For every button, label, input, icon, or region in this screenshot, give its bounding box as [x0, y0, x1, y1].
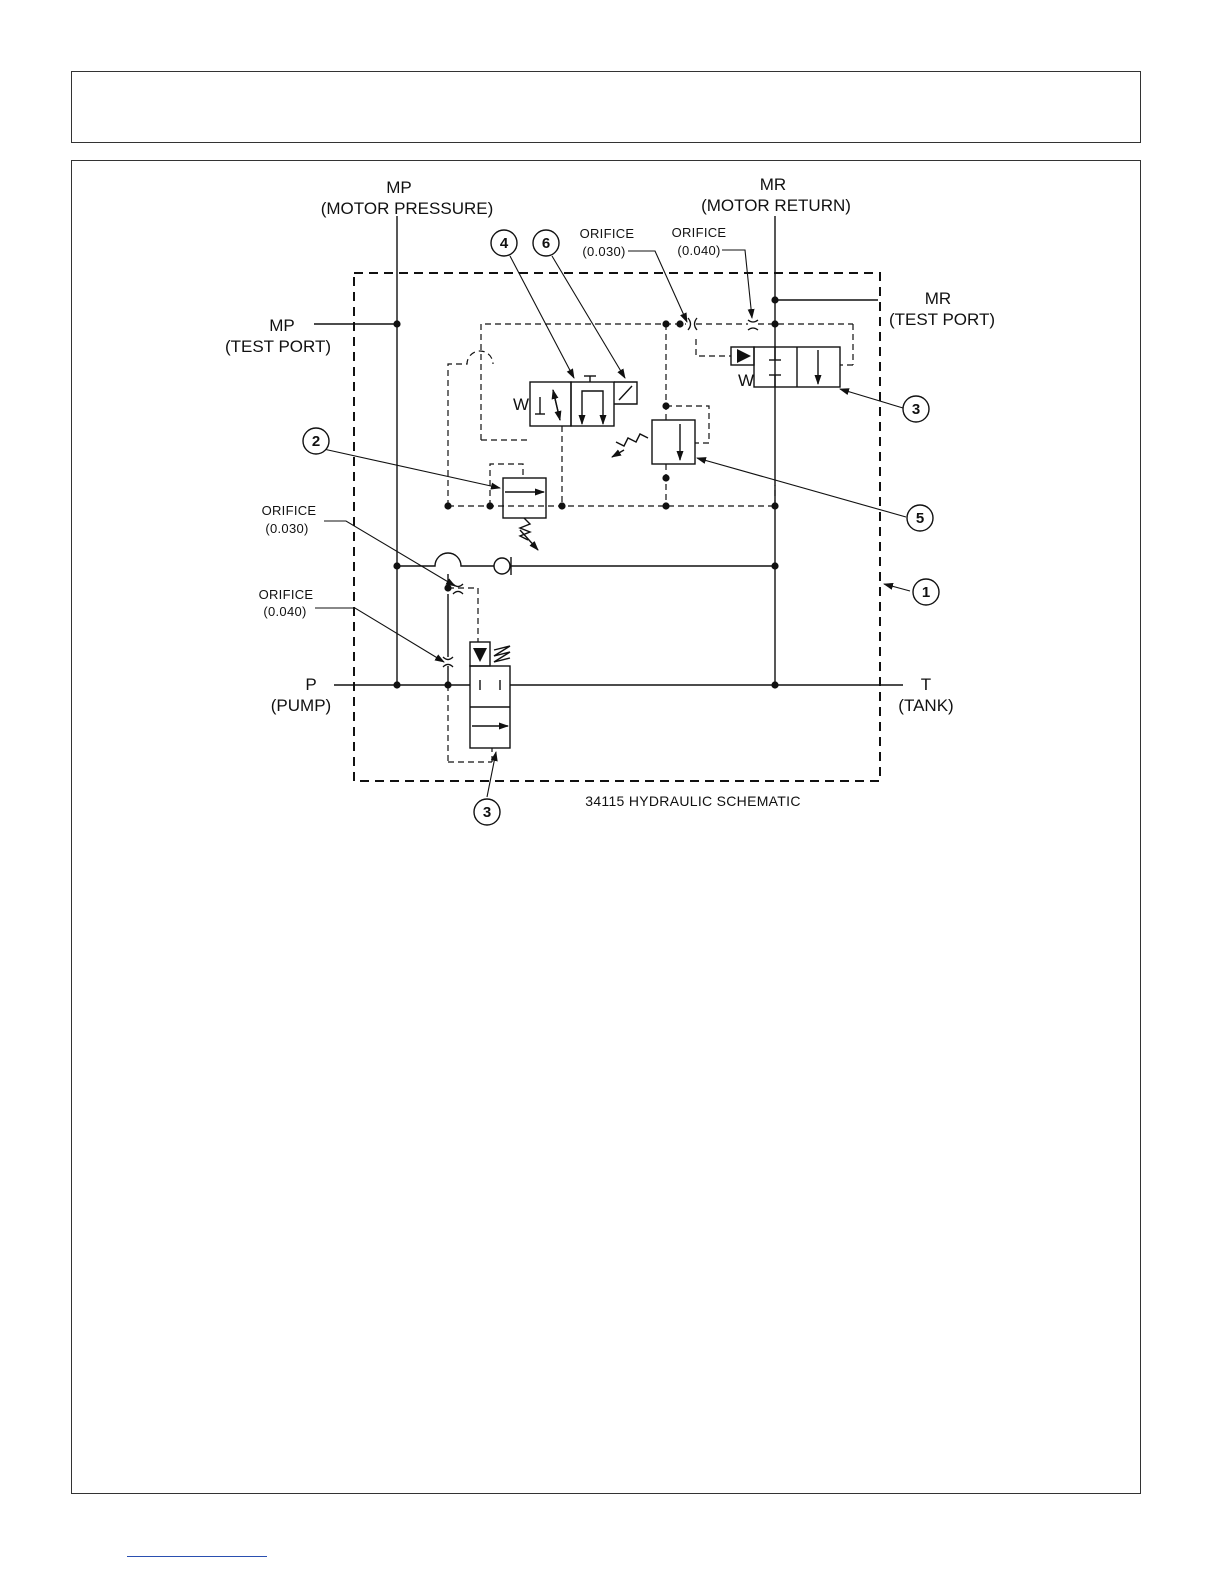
- schematic-caption: 34115 HYDRAULIC SCHEMATIC: [585, 793, 801, 809]
- mr-test-label: MR: [924, 289, 952, 308]
- callout-circles: [303, 230, 939, 825]
- pump-sub-label: (PUMP): [270, 696, 332, 715]
- mr-test-sub-label: (TEST PORT): [888, 310, 996, 329]
- orifice-low-left-label: ORIFICE: [258, 587, 314, 602]
- callout-6: 6: [541, 235, 551, 252]
- mp-test-label: MP: [269, 316, 295, 335]
- orifice-top-right-size: (0.040): [677, 243, 721, 258]
- main-lines: [311, 216, 903, 685]
- mr-sub-label: (MOTOR RETURN): [701, 196, 851, 215]
- tank-label: T: [920, 675, 932, 694]
- valve-3-bottom: [470, 642, 510, 748]
- callout-1: 1: [921, 584, 931, 601]
- orifice-top-left-size: (0.030): [582, 244, 626, 259]
- pump-label: P: [305, 675, 317, 694]
- valve4-spring-symbol: W: [513, 395, 530, 414]
- footer-link-underline[interactable]: [127, 1556, 267, 1557]
- mr-label: MR: [759, 175, 787, 194]
- tank-sub-label: (TANK): [898, 696, 954, 715]
- relief-valve-5: [612, 420, 695, 464]
- callout-3-top: 3: [911, 401, 921, 418]
- callout-4: 4: [499, 235, 509, 252]
- callout-3-bottom: 3: [482, 804, 492, 821]
- mp-label: MP: [386, 178, 412, 197]
- orifice-low-left-size: (0.040): [263, 604, 307, 619]
- valve-block-boundary: [354, 273, 880, 781]
- check-valve: [494, 558, 510, 574]
- callout-5: 5: [915, 510, 925, 527]
- orifice-top-left-label: ORIFICE: [579, 226, 635, 241]
- leader-lines: [315, 250, 910, 797]
- mp-test-sub-label: (TEST PORT): [224, 337, 332, 356]
- mp-sub-label: (MOTOR PRESSURE): [320, 199, 494, 218]
- callout-2: 2: [311, 433, 321, 450]
- solenoid-valve: [530, 376, 637, 426]
- pilot-lines: [448, 324, 853, 762]
- orifice-mid-left-size: (0.030): [265, 521, 309, 536]
- orifice-top-right-label: ORIFICE: [671, 225, 727, 240]
- orifice-mid-left-label: ORIFICE: [261, 503, 317, 518]
- valve3-top-spring-symbol: W: [738, 371, 755, 390]
- junction-dots: [393, 296, 778, 688]
- valve-2: [503, 478, 546, 550]
